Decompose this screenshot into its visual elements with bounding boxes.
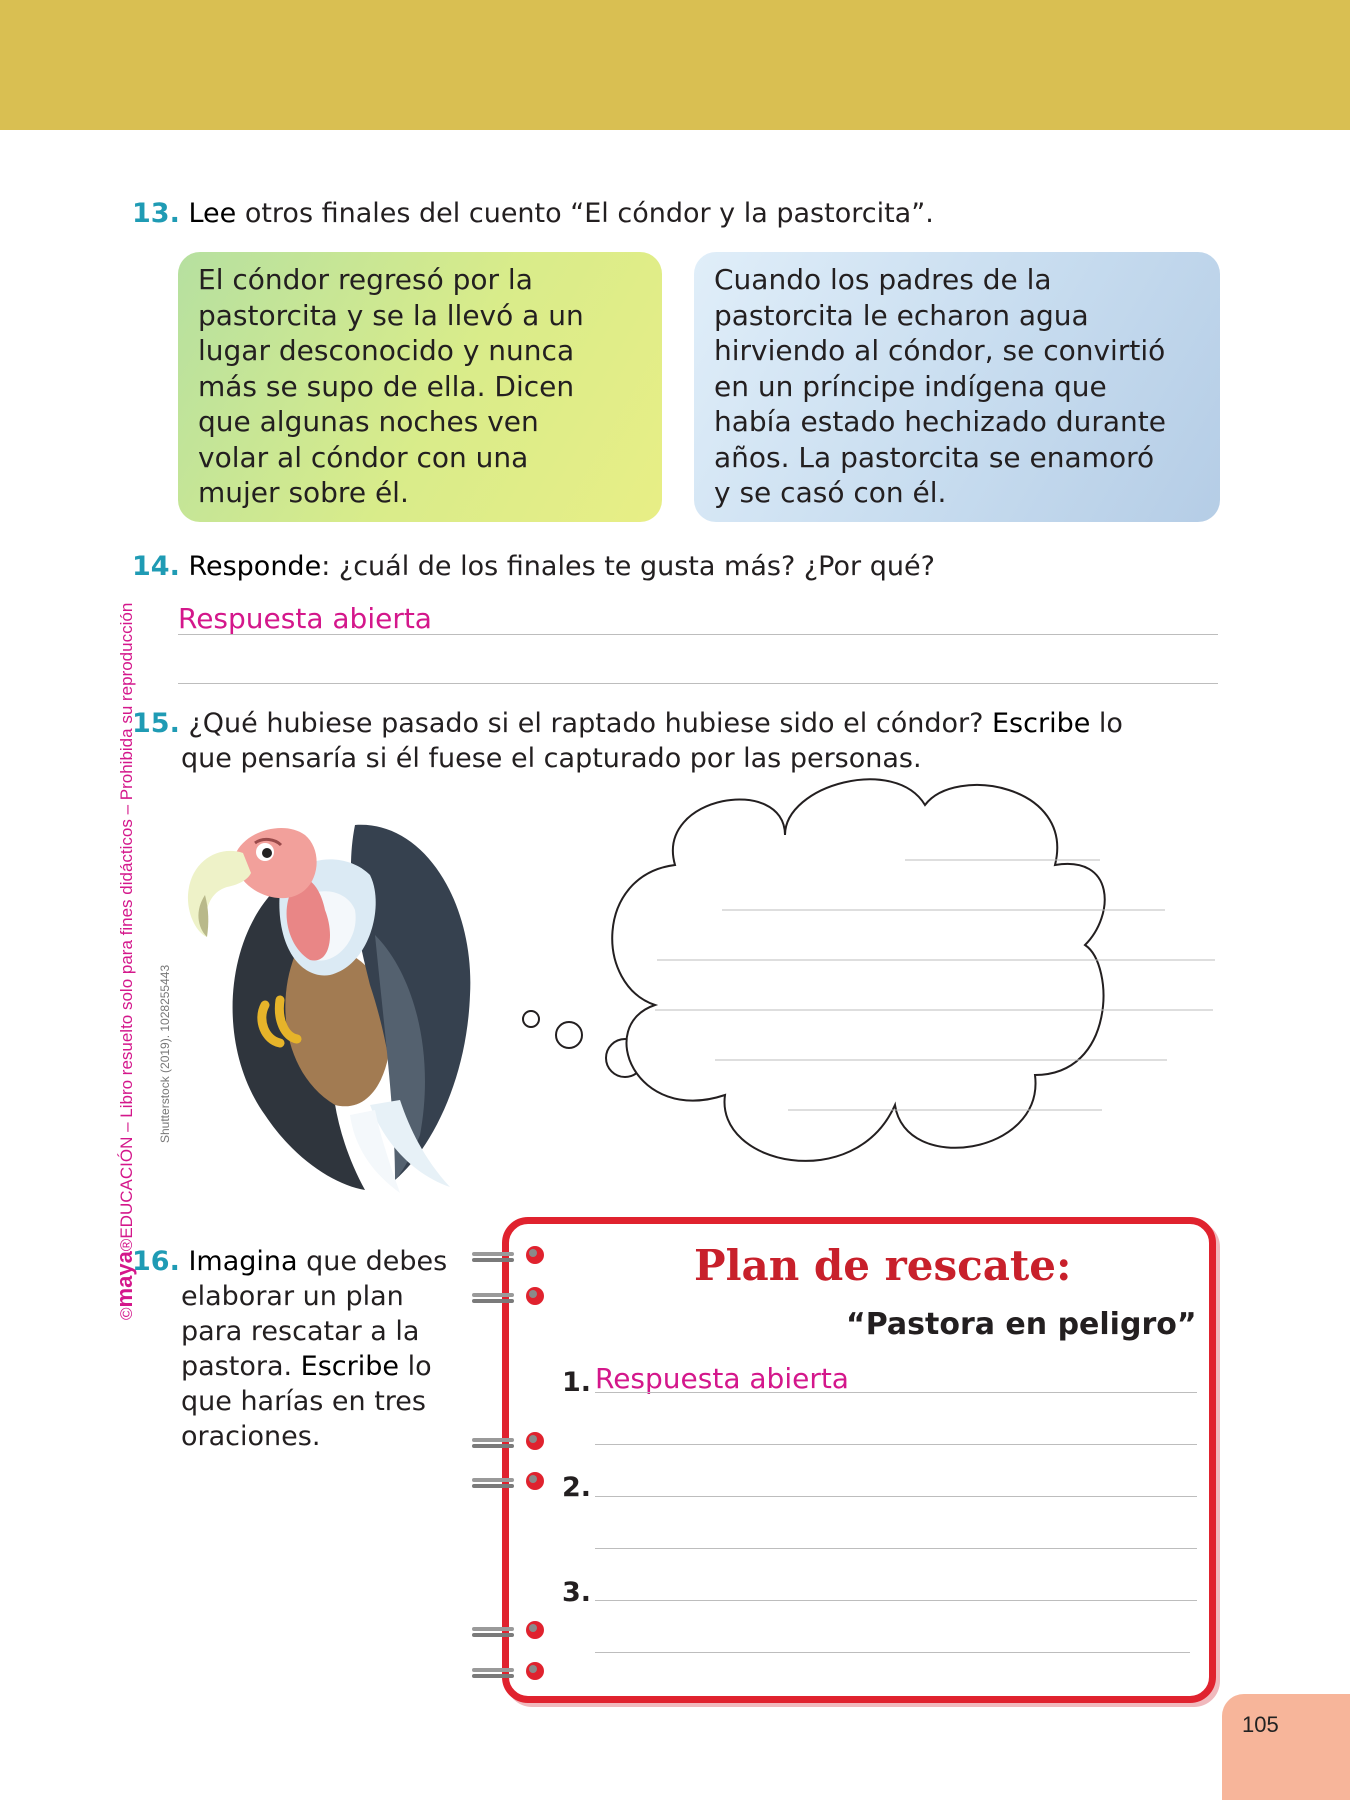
spiral-binding	[470, 1240, 550, 1680]
question-text: lo	[1090, 708, 1123, 739]
instruction-verb: Lee	[188, 198, 237, 229]
brand-logo: maya	[112, 1251, 137, 1308]
question-text: que debes	[297, 1246, 448, 1277]
ending-a-box	[178, 252, 662, 522]
plan-line[interactable]	[595, 1444, 1197, 1445]
question-number: 15.	[132, 708, 180, 739]
copyright-symbol: ©	[117, 1307, 136, 1320]
question-text: otros finales del cuento “El cóndor y la pastorcita”.	[236, 198, 934, 229]
answer-line[interactable]	[178, 683, 1218, 684]
plan-subtitle: “Pastora en peligro”	[846, 1307, 1197, 1342]
question-number: 13.	[132, 198, 180, 229]
instruction-verb: Imagina	[188, 1246, 298, 1277]
instruction-verb: Responde	[188, 551, 322, 582]
spiral-ring	[472, 1472, 544, 1490]
question-number: 14.	[132, 551, 180, 582]
plan-line[interactable]	[595, 1652, 1190, 1653]
ending-b-line: Cuando los padres de la	[714, 263, 1052, 296]
copyright-sidebar	[112, 603, 138, 1320]
ending-a-line: lugar desconocido y nunca	[198, 334, 575, 367]
question-text: ¿Qué hubiese pasado si el raptado hubiese sido el cóndor?	[188, 708, 992, 739]
ending-a-line: que algunas noches ven	[198, 405, 539, 438]
plan-title: Plan de rescate:	[694, 1241, 1072, 1290]
question-text: lo	[399, 1351, 432, 1382]
image-credit: Shutterstock (2019). 1028255443	[158, 964, 172, 1143]
question-16-line	[181, 1349, 432, 1385]
spiral-ring	[472, 1246, 544, 1264]
ending-b-line: había estado hechizado durante	[714, 405, 1166, 438]
plan-answer-text: Respuesta abierta	[595, 1362, 849, 1395]
plan-line[interactable]	[595, 1496, 1197, 1497]
question-text: : ¿cuál de los finales te gusta más? ¿Por qué?	[321, 551, 935, 582]
condor-illustration	[185, 815, 505, 1195]
page-number-tab	[1222, 1694, 1350, 1800]
question-13	[132, 196, 934, 232]
spiral-ring	[472, 1432, 544, 1450]
plan-line[interactable]	[595, 1548, 1197, 1549]
ending-b-line: en un príncipe indígena que	[714, 369, 1107, 403]
page-number: 105	[1242, 1712, 1279, 1737]
ending-a-line: volar al cóndor con una	[198, 440, 529, 474]
copyright-text: EDUCACIÓN – Libro resuelto solo para fines didácticos – Prohibida su reproducción	[117, 602, 136, 1239]
ending-a-line: mujer sobre él.	[198, 476, 409, 509]
instruction-verb: Escribe	[300, 1351, 399, 1382]
question-16-line: oraciones.	[181, 1421, 321, 1452]
question-text: pastora.	[181, 1351, 301, 1382]
question-16-line: para rescatar a la	[181, 1316, 420, 1347]
plan-line[interactable]	[595, 1600, 1197, 1601]
question-16-line: elaborar un plan	[181, 1281, 404, 1312]
ending-a-line: El cóndor regresó por la	[198, 263, 533, 296]
question-16-line: que harías en tres	[181, 1386, 426, 1417]
ending-b-line: pastorcita le echaron agua	[714, 298, 1089, 332]
plan-line[interactable]	[595, 1392, 1197, 1393]
spiral-ring	[472, 1621, 544, 1639]
question-15	[132, 706, 1123, 742]
question-15-line-2: que pensaría si él fuese el capturado por las personas.	[181, 743, 922, 774]
ending-b-line: hirviendo al cóndor, se convirtió	[714, 334, 1166, 367]
ending-b-line: y se casó con él.	[714, 476, 947, 509]
ending-b-box	[694, 252, 1220, 522]
ending-a-line: pastorcita y se la llevó a un	[198, 298, 584, 332]
registered-symbol: ®	[117, 1238, 136, 1252]
question-number: 16.	[132, 1246, 180, 1277]
instruction-verb: Escribe	[992, 708, 1091, 739]
question-16	[132, 1244, 447, 1280]
ending-a-line: más se supo de ella. Dicen	[198, 369, 575, 403]
question-14	[132, 549, 935, 585]
spiral-ring	[472, 1662, 544, 1680]
ending-b-line: años. La pastorcita se enamoró	[714, 440, 1155, 474]
plan-item-number: 2.	[562, 1472, 592, 1503]
spiral-ring	[472, 1287, 544, 1305]
thought-bubble	[515, 775, 1255, 1215]
answer-line[interactable]	[178, 634, 1218, 635]
header-band	[0, 0, 1350, 130]
answer-text: Respuesta abierta	[178, 602, 432, 635]
plan-item-number: 3.	[562, 1577, 592, 1608]
plan-item-number: 1.	[562, 1367, 592, 1398]
